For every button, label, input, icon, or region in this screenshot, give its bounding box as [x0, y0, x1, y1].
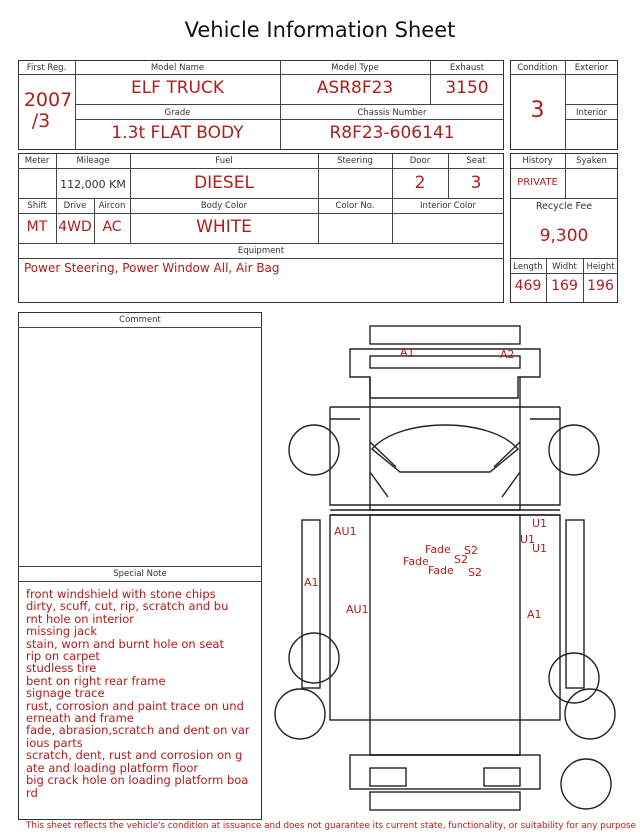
note-line: front windshield with stone chips [26, 587, 216, 601]
fuel-label: Fuel [215, 156, 233, 166]
note-line: rip on carpet [26, 649, 100, 664]
note-line: dirty, scuff, cut, rip, scratch and bu [26, 599, 229, 614]
condition-value: 3 [530, 98, 545, 123]
drive-label: Drive [63, 201, 87, 211]
damage-mark-a2-front: A2 [500, 348, 515, 361]
width-label: Widht [552, 262, 577, 272]
door-label: Door [409, 156, 431, 166]
grade-value: 1.3t FLAT BODY [111, 123, 244, 143]
rear-right-wheel-outer [561, 759, 611, 809]
damage-mark-a1-left: A1 [304, 576, 319, 589]
grade-label: Grade [164, 108, 191, 118]
left-side-gate [302, 520, 320, 688]
note-line: ate and loading platform floor [26, 760, 199, 775]
shift-value: MT [26, 219, 48, 235]
length-value: 469 [514, 278, 542, 294]
note-line: stain, worn and burnt hole on seat [26, 636, 224, 651]
note-line: studless tire [26, 661, 97, 676]
shift-label: Shift [27, 201, 47, 211]
exhaust-value: 3150 [445, 78, 489, 98]
note-line: rnt hole on interior [26, 611, 134, 626]
recycle-fee-value: 9,300 [539, 226, 589, 246]
special-note-label: Special Note [113, 569, 167, 579]
damage-mark-s2-2: S2 [454, 553, 468, 566]
damage-mark-a1-right: A1 [527, 608, 542, 621]
front-left-wheel [289, 425, 339, 475]
note-line: big crack hole on loading platform boa [26, 773, 249, 788]
comment-label: Comment [119, 315, 161, 325]
rear-bumper [350, 755, 540, 789]
first-reg-year: 2007 [23, 89, 73, 111]
cab-top-view [370, 377, 520, 510]
damage-mark-u1-3: U1 [532, 542, 548, 555]
chassis-number-label: Chassis Number [357, 108, 427, 118]
damage-mark-au1-lower: AU1 [346, 603, 369, 616]
model-name-value: ELF TRUCK [130, 78, 225, 98]
exhaust-label: Exhaust [449, 63, 485, 73]
color-no-label: Color No. [335, 201, 375, 211]
damage-mark-fade-1: Fade [425, 543, 451, 556]
rear-left-wheel-front [289, 633, 339, 683]
front-right-wheel [549, 425, 599, 475]
equipment-label: Equipment [237, 246, 285, 256]
model-type-value: ASR8F23 [316, 78, 394, 98]
condition-label: Condition [517, 63, 558, 73]
damage-mark-au1-upper: AU1 [334, 525, 357, 538]
body-color-label: Body Color [200, 201, 248, 211]
note-line: rust, corrosion and paint trace on und [26, 698, 244, 713]
exterior-label: Exterior [574, 63, 609, 73]
damage-mark-u1-2: U1 [520, 533, 536, 546]
length-label: Length [513, 262, 543, 272]
history-label: History [522, 156, 553, 166]
equipment-value: Power Steering, Power Window All, Air Bag [24, 261, 280, 275]
rear-left-wheel-rear [275, 689, 325, 739]
mileage-label: Mileage [76, 156, 110, 166]
interior-color-label: Interior Color [420, 201, 476, 211]
note-line: scratch, dent, rust and corrosion on g [26, 748, 243, 763]
height-value: 196 [587, 278, 614, 294]
note-line: signage trace [26, 686, 105, 701]
damage-mark-fade-3: Fade [428, 564, 454, 577]
special-notes-list [26, 588, 250, 799]
interior-label: Interior [575, 108, 607, 118]
drive-value: 4WD [58, 219, 92, 235]
damage-mark-a1-front: A1 [400, 346, 415, 359]
width-value: 169 [551, 278, 578, 294]
seat-label: Seat [466, 156, 486, 166]
chassis-number-value: R8F23-606141 [329, 123, 455, 143]
meter-label: Meter [24, 156, 50, 166]
note-line: missing jack [26, 624, 98, 639]
model-type-label: Model Type [331, 63, 379, 73]
note-line: ious parts [26, 735, 83, 750]
recycle-fee-label: Recycle Fee [535, 201, 593, 212]
mileage-value: 112,000 KM [60, 178, 126, 191]
damage-mark-s2-1: S2 [464, 544, 478, 557]
door-value: 2 [414, 173, 426, 193]
note-line: rd [26, 785, 38, 800]
damage-mark-s2-3: S2 [468, 566, 482, 579]
page-title: Vehicle Information Sheet [184, 18, 456, 42]
first-reg-month: /3 [31, 110, 51, 132]
history-value: PRIVATE [517, 177, 558, 188]
front-bumper [370, 326, 520, 344]
height-label: Height [586, 262, 615, 272]
note-line: fade, abrasion,scratch and dent on var [26, 723, 250, 738]
steering-label: Steering [337, 156, 373, 166]
damage-mark-fade-2: Fade [403, 555, 429, 568]
note-line: bent on right rear frame [26, 673, 166, 688]
aircon-label: Aircon [98, 201, 126, 211]
seat-value: 3 [470, 173, 482, 193]
first-reg-label: First Reg. [26, 63, 67, 73]
disclaimer-footer: This sheet reflects the vehicle's condition at issuance and does not guarantee its current state, functionality, or suitability for any purpose [26, 821, 636, 831]
fuel-value: DIESEL [194, 173, 254, 193]
syaken-label: Syaken [576, 156, 607, 166]
model-name-label: Model Name [150, 63, 205, 73]
note-line: erneath and frame [26, 711, 134, 726]
body-color-value: WHITE [196, 217, 252, 237]
right-side-gate [566, 520, 584, 688]
aircon-value: AC [102, 219, 122, 235]
damage-mark-u1-1: U1 [532, 517, 548, 530]
